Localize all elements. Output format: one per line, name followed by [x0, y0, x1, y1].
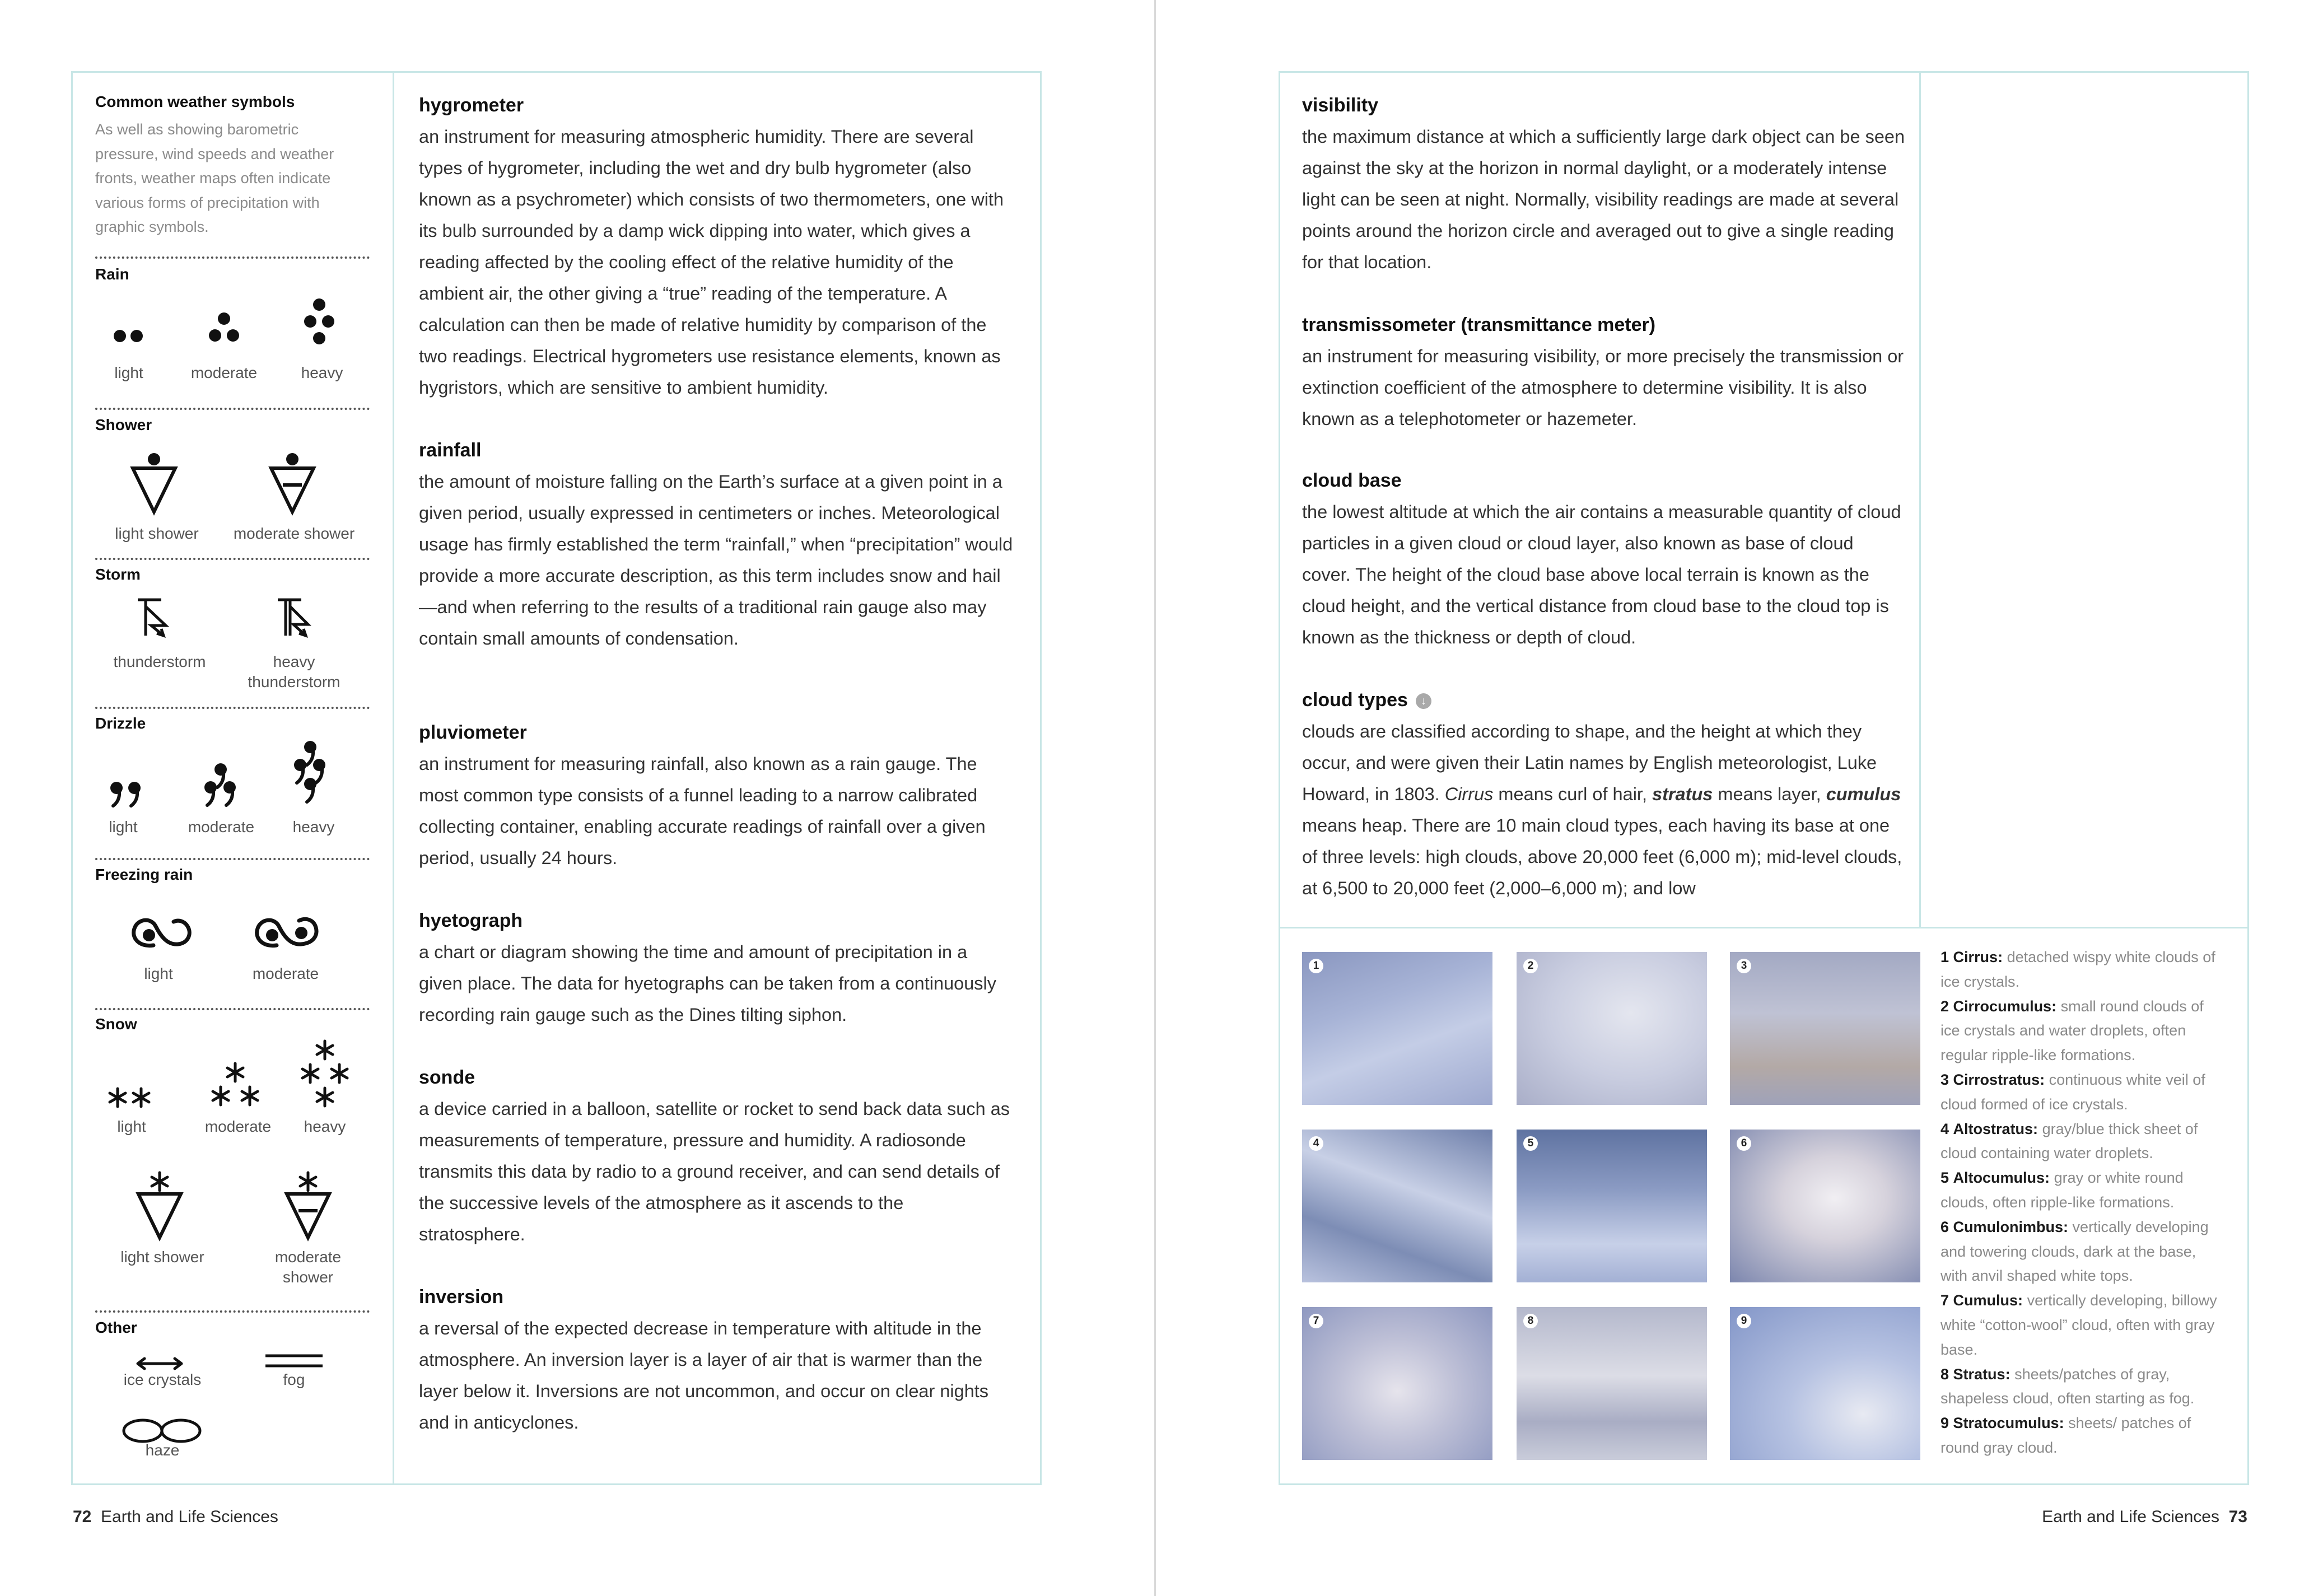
- divider: [95, 1008, 370, 1010]
- photo-number: 5: [1523, 1136, 1538, 1151]
- drizzle-heavy-label: heavy: [292, 818, 335, 836]
- rain-moderate-label: moderate: [190, 364, 258, 381]
- legend-item: 1 Cirrus: detached wispy white clouds of ice crystals.: [1941, 949, 2215, 990]
- photo-number: 7: [1309, 1314, 1323, 1328]
- cloud-photo-cumulus: [1302, 1307, 1492, 1460]
- cloud-photo-altocumulus: [1517, 1130, 1707, 1282]
- entry-definition: the amount of moisture falling on the Earth’s surface at a given point in a given period, usually expressed in centimeters or inches. Meteorological usage has firmly established the term “rainfall,” when “precipitation” would provide a more accurate description, as this term includes snow and hail—and when referring to the results of a traditional rain gauge also may contain small amounts of condensation.: [419, 472, 1013, 648]
- info-arrow-icon[interactable]: ↓: [1416, 693, 1431, 709]
- shower-moderate-symbol: [267, 452, 318, 511]
- divider: [95, 408, 370, 410]
- right-panel-divider: [1919, 71, 1921, 928]
- legend-item: 7 Cumulus: vertically developing, billowy white “cotton-wool” cloud, often with gray base.: [1941, 1292, 2217, 1358]
- cloud-photo-cirrocumulus: [1517, 952, 1707, 1105]
- photo-number: 1: [1309, 959, 1323, 973]
- glossary-entry-hygrometer: [419, 90, 1014, 403]
- entry-definition: an instrument for measuring rainfall, also known as a rain gauge. The most common type consists of a funnel leading to a narrow calibrated collecting container, enabling accurate readings of rainfall over a given period, usually 24 hours.: [419, 754, 986, 868]
- divider: [95, 858, 370, 860]
- photo-number: 6: [1737, 1136, 1751, 1151]
- entry-definition: an instrument for measuring atmospheric humidity. There are several types of hygrometer, including the wet and dry bulb hygrometer (also known as a psychrometer) which consists of two thermometers, one with its bulb surrounded by a damp wick dipping into water, which gives a reading affected by the cooling effect of the relative humidity of the ambient air, the other giving a “true” reading of the temperature. A calculation can then be made of relative humidity by comparison of the two readings. Electrical hygrometers use resistance elements, known as hygristors, which are sensitive to ambient humidity.: [419, 127, 1004, 398]
- shower-light-label: light shower: [115, 525, 199, 542]
- snow-shower-moderate-symbol: [283, 1170, 333, 1238]
- entry-definition: a device carried in a balloon, satellite or rocket to send back data such as measurements of temperature, pressure and humidity. A radiosonde transmits this data by radio to a ground receiver, and can send details of the successive levels of the atmosphere as it ascends to the stratosphere.: [419, 1099, 1010, 1244]
- sidebar-title: Common weather symbols: [95, 93, 295, 110]
- heavy-thunderstorm-symbol: [274, 596, 314, 641]
- entry-definition: the lowest altitude at which the air contains a measurable quantity of cloud particles in a given cloud or cloud layer, also known as base of cloud cover. The height of the cloud base above local terrain is known as the cloud height, and the vertical distance from cloud base to the cloud top is known as the thickness or depth of cloud.: [1302, 502, 1901, 647]
- entry-definition: a reversal of the expected decrease in temperature with altitude in the atmosphere. An inversion layer is a layer of air that is warmer than the layer below it. Inversions are not uncommon, and occur on clear nights and in anticyclones.: [419, 1318, 989, 1432]
- right-footer: [2042, 1508, 2247, 1527]
- snow-light-symbol: [106, 1085, 157, 1110]
- snow-heavy-symbol: [297, 1039, 353, 1112]
- entry-definition: the maximum distance at which a sufficiently large dark object can be seen against the sky at the horizon in normal daylight, or a moderately intense light can be seen at night. Normally, visibility readings are made at several points around the horizon circle and averaged out to give a single reading for that location.: [1302, 127, 1905, 272]
- entry-term: pluviometer: [419, 722, 527, 743]
- divider: [95, 558, 370, 560]
- legend-item: 9 Stratocumulus: sheets/ patches of round gray cloud.: [1941, 1415, 2191, 1456]
- thunderstorm-symbol: [134, 596, 174, 641]
- freezing-rain-light-label: light: [144, 965, 173, 982]
- legend-item: 3 Cirrostratus: continuous white veil of cloud formed of ice crystals.: [1941, 1071, 2205, 1113]
- freezing-rain-light-symbol: [128, 913, 195, 952]
- drizzle-moderate-symbol: [202, 762, 241, 812]
- legend-item: 4 Altostratus: gray/blue thick sheet of cloud containing water droplets.: [1941, 1120, 2198, 1162]
- photo-number: 9: [1737, 1314, 1751, 1328]
- entry-term: hygrometer: [419, 95, 524, 116]
- page-number: 72: [73, 1508, 92, 1526]
- haze-label: haze: [145, 1441, 180, 1459]
- shower-moderate-label: moderate shower: [233, 525, 355, 542]
- page-gutter: [1154, 0, 1156, 1596]
- thunderstorm-label: thunderstorm: [113, 653, 206, 670]
- snow-shower-light-symbol: [134, 1170, 185, 1238]
- storm-heading: Storm: [95, 566, 141, 583]
- entry-term: visibility: [1302, 95, 1379, 116]
- freezing-rain-moderate-label: moderate: [252, 965, 319, 982]
- divider: [95, 1310, 370, 1313]
- fog-label: fog: [283, 1371, 305, 1388]
- heavy-thunderstorm-label: heavy thunderstorm: [248, 653, 340, 690]
- cloud-photo-stratocumulus: [1730, 1307, 1920, 1460]
- cloud-photo-altostratus: [1302, 1130, 1492, 1282]
- rain-heavy-symbol: [302, 297, 336, 347]
- glossary-entry-cloud-base: [1302, 465, 1907, 653]
- cloud-photo-cumulonimbus: [1730, 1130, 1920, 1282]
- glossary-entry-inversion: [419, 1281, 1014, 1438]
- legend-item: 6 Cumulonimbus: vertically developing and towering clouds, dark at the base, with anvil shaped white tops.: [1941, 1218, 2209, 1285]
- snow-shower-light-label: light shower: [120, 1248, 204, 1266]
- shower-heading: Shower: [95, 416, 152, 433]
- snow-heavy-label: heavy: [304, 1118, 346, 1135]
- entry-term: transmissometer (transmittance meter): [1302, 314, 1656, 335]
- legend-item: 8 Stratus: sheets/patches of gray, shapeless cloud, often starting as fog.: [1941, 1365, 2195, 1407]
- divider: [95, 707, 370, 709]
- entry-term: cloud base: [1302, 470, 1402, 491]
- divider: [95, 256, 370, 259]
- freezing-rain-moderate-symbol: [251, 913, 321, 952]
- page-number: 73: [2228, 1508, 2247, 1526]
- fog-symbol: [263, 1352, 325, 1369]
- drizzle-light-symbol: [108, 780, 147, 811]
- section-title: Earth and Life Sciences: [101, 1508, 278, 1526]
- glossary-entry-hyetograph: [419, 905, 1014, 1030]
- section-title: Earth and Life Sciences: [2042, 1508, 2219, 1526]
- ice-crystals-label: ice crystals: [123, 1371, 202, 1388]
- rain-moderate-symbol: [207, 311, 241, 344]
- photo-number: 8: [1523, 1314, 1538, 1328]
- glossary-entry-rainfall: [419, 435, 1014, 654]
- drizzle-light-label: light: [109, 818, 138, 836]
- entry-term: inversion: [419, 1286, 504, 1308]
- rain-heavy-label: heavy: [301, 364, 343, 381]
- photo-number: 3: [1737, 959, 1751, 973]
- photo-number: 4: [1309, 1136, 1323, 1151]
- snow-shower-moderate-label: moderate shower: [274, 1248, 342, 1286]
- snow-moderate-label: moderate: [204, 1118, 272, 1135]
- entry-term: rainfall: [419, 440, 482, 461]
- right-panel-hdivider: [1279, 927, 2249, 928]
- cloud-photo-cirrus: [1302, 952, 1492, 1105]
- entry-definition: a chart or diagram showing the time and amount of precipitation in a given place. The data for hyetographs can be taken from a continuously recording rain gauge such as the Dines tilting siphon.: [419, 942, 997, 1025]
- glossary-entry-sonde: [419, 1062, 1014, 1250]
- glossary-entry-transmissometer: [1302, 309, 1907, 435]
- entry-term: hyetograph: [419, 910, 523, 931]
- rain-light-symbol: [112, 325, 146, 347]
- cloud-photo-stratus: [1517, 1307, 1707, 1460]
- drizzle-heading: Drizzle: [95, 715, 146, 732]
- entry-definition: an instrument for measuring visibility, or more precisely the transmission or extinction coefficient of the atmosphere to determine visibility. It is also known as a telephotometer or hazemeter.: [1302, 346, 1904, 429]
- cloud-legend: [1941, 945, 2226, 1460]
- photo-number: 2: [1523, 959, 1538, 973]
- other-heading: Other: [95, 1319, 137, 1336]
- snow-heading: Snow: [95, 1015, 137, 1033]
- left-panel-divider: [393, 71, 394, 1485]
- sidebar-intro: As well as showing barometric pressure, wind speeds and weather fronts, weather maps often indicate various forms of precipitation with graphic symbols.: [95, 121, 334, 235]
- glossary-entry-visibility: [1302, 90, 1907, 278]
- left-footer: [73, 1508, 278, 1527]
- legend-item: 5 Altocumulus: gray or white round clouds, often ripple-like formations.: [1941, 1169, 2184, 1211]
- snow-light-label: light: [117, 1118, 146, 1135]
- entry-term: [1302, 684, 1907, 716]
- shower-light-symbol: [129, 452, 179, 511]
- drizzle-heavy-symbol: [291, 739, 330, 809]
- cloud-types-term: cloud types: [1302, 689, 1408, 711]
- entry-term: sonde: [419, 1067, 475, 1088]
- glossary-entry-pluviometer: [419, 717, 1014, 874]
- snow-moderate-symbol: [207, 1061, 263, 1112]
- entry-definition: clouds are classified according to shape, and the height at which they occur, and were given their Latin names by English meteorologist, Luke Howard, in 1803. Cirrus means curl of hair, stratus means layer, cumulus means heap. There are 10 main cloud types, each having its base at one of three levels: high clouds, above 20,000 feet (6,000 m); mid-level clouds, at 6,500 to 20,000 feet (2,000–6,000 m); and low: [1302, 721, 1902, 898]
- legend-item: 2 Cirrocumulus: small round clouds of ice crystals and water droplets, often regular ripple-like formations.: [1941, 997, 2204, 1064]
- drizzle-moderate-label: moderate: [188, 818, 255, 836]
- rain-light-label: light: [114, 364, 143, 381]
- cloud-photo-cirrostratus: [1730, 952, 1920, 1105]
- glossary-entry-cloud-types: [1302, 684, 1907, 904]
- freezing-rain-heading: Freezing rain: [95, 866, 193, 883]
- rain-heading: Rain: [95, 265, 129, 283]
